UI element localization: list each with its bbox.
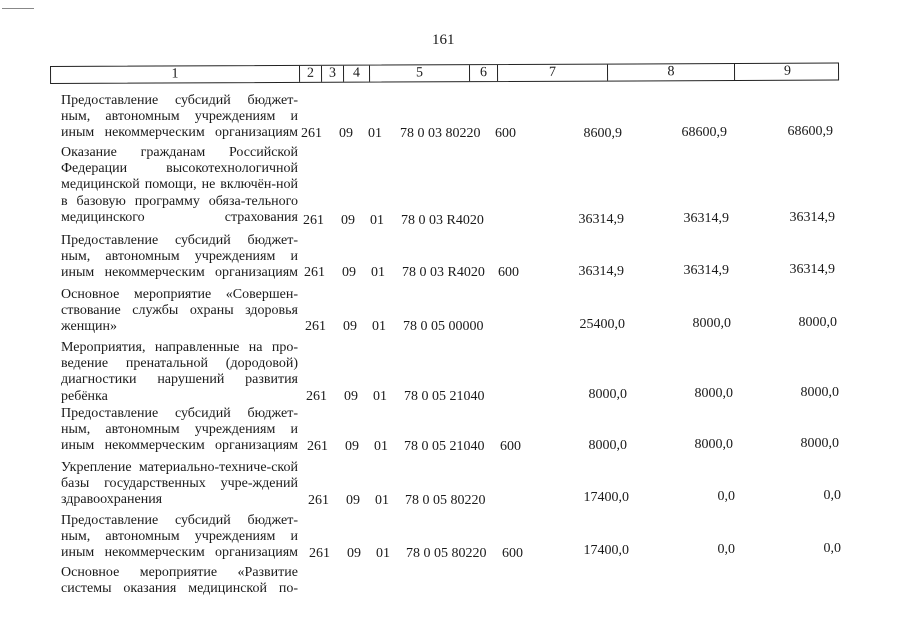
row-cell-6: 600 bbox=[500, 439, 521, 454]
header-cell-5: 5 bbox=[369, 65, 469, 81]
header-cell-9: 9 bbox=[734, 64, 840, 80]
row-cell-4: 01 bbox=[371, 265, 385, 280]
row-cell-5: 78 0 03 R4020 bbox=[402, 265, 485, 280]
row-cell-6: 600 bbox=[498, 265, 519, 280]
row-cell-8: 36314,9 bbox=[683, 211, 729, 226]
row-cell-8: 36314,9 bbox=[683, 263, 729, 278]
row-cell-2: 261 bbox=[309, 546, 330, 561]
row-description: Предоставление субсидий бюджет-ным, автономным учреждениям и иным некоммерческим организациям bbox=[61, 93, 298, 141]
row-cell-2: 261 bbox=[305, 319, 326, 334]
row-cell-4: 01 bbox=[374, 439, 388, 454]
row-cell-2: 261 bbox=[303, 213, 324, 228]
row-description: Предоставление субсидий бюджет-ным, автономным учреждениям и иным некоммерческим организациям bbox=[61, 513, 298, 561]
row-cell-5: 78 0 03 80220 bbox=[400, 126, 481, 141]
row-cell-3: 09 bbox=[339, 126, 353, 141]
row-cell-8: 68600,9 bbox=[681, 125, 727, 140]
row-cell-6: 600 bbox=[495, 126, 516, 141]
row-cell-2: 261 bbox=[308, 493, 329, 508]
row-cell-6: 600 bbox=[502, 546, 523, 561]
row-cell-9: 8000,0 bbox=[800, 385, 839, 400]
row-cell-8: 8000,0 bbox=[694, 386, 733, 401]
header-cell-2: 2 bbox=[299, 66, 321, 82]
row-cell-4: 01 bbox=[370, 213, 384, 228]
page-number: 161 bbox=[432, 32, 455, 48]
row-description: Укрепление материально-техниче-ской базы государственных учре-ждений здравоохранения bbox=[61, 460, 298, 508]
row-cell-8: 0,0 bbox=[717, 489, 735, 504]
row-description: Основное мероприятие «Совершен-ствование службы охраны здоровья женщин» bbox=[61, 287, 298, 335]
header-cell-7: 7 bbox=[497, 65, 607, 81]
header-cell-3: 3 bbox=[321, 66, 343, 82]
row-cell-5: 78 0 05 80220 bbox=[406, 546, 487, 561]
row-cell-3: 09 bbox=[345, 439, 359, 454]
row-cell-3: 09 bbox=[341, 213, 355, 228]
table-header-row bbox=[50, 63, 839, 84]
row-cell-9: 0,0 bbox=[823, 541, 841, 556]
row-cell-7: 8000,0 bbox=[588, 387, 627, 402]
row-cell-9: 36314,9 bbox=[789, 210, 835, 225]
row-cell-8: 8000,0 bbox=[692, 316, 731, 331]
row-cell-4: 01 bbox=[372, 319, 386, 334]
row-cell-7: 25400,0 bbox=[579, 317, 625, 332]
row-cell-9: 8000,0 bbox=[800, 436, 839, 451]
corner-scan-mark bbox=[2, 8, 34, 9]
header-cell-8: 8 bbox=[607, 64, 734, 81]
header-cell-6: 6 bbox=[469, 65, 497, 81]
row-cell-3: 09 bbox=[344, 389, 358, 404]
row-cell-5: 78 0 05 21040 bbox=[404, 439, 485, 454]
row-cell-7: 8600,9 bbox=[583, 126, 622, 141]
header-cell-1: 1 bbox=[171, 66, 179, 82]
row-cell-4: 01 bbox=[368, 126, 382, 141]
row-cell-7: 17400,0 bbox=[583, 490, 629, 505]
row-cell-4: 01 bbox=[375, 493, 389, 508]
row-cell-7: 17400,0 bbox=[583, 543, 629, 558]
row-cell-7: 36314,9 bbox=[578, 212, 624, 227]
row-cell-3: 09 bbox=[343, 319, 357, 334]
row-cell-9: 0,0 bbox=[823, 488, 841, 503]
row-description: Предоставление субсидий бюджет-ным, автономным учреждениям и иным некоммерческим организациям bbox=[61, 406, 298, 454]
row-cell-3: 09 bbox=[342, 265, 356, 280]
row-description: Предоставление субсидий бюджет-ным, автономным учреждениям и иным некоммерческим организациям bbox=[61, 233, 298, 281]
row-cell-2: 261 bbox=[301, 126, 322, 141]
row-cell-2: 261 bbox=[306, 389, 327, 404]
row-cell-5: 78 0 05 21040 bbox=[404, 389, 485, 404]
row-description: Основное мероприятие «Развитие системы оказания медицинской по- bbox=[61, 565, 298, 597]
row-cell-7: 36314,9 bbox=[578, 264, 624, 279]
row-cell-4: 01 bbox=[376, 546, 390, 561]
row-cell-5: 78 0 03 R4020 bbox=[401, 213, 484, 228]
row-cell-4: 01 bbox=[373, 389, 387, 404]
row-cell-3: 09 bbox=[346, 493, 360, 508]
row-cell-9: 36314,9 bbox=[789, 262, 835, 277]
row-cell-9: 68600,9 bbox=[787, 124, 833, 139]
row-cell-9: 8000,0 bbox=[798, 315, 837, 330]
header-cell-4: 4 bbox=[343, 66, 369, 82]
row-cell-3: 09 bbox=[347, 546, 361, 561]
row-cell-2: 261 bbox=[307, 439, 328, 454]
row-cell-8: 8000,0 bbox=[694, 437, 733, 452]
row-description: Оказание гражданам Российской Федерации высокотехнологичной медицинской помощи, не включён-ной в базовую программу обяза-тельного медицинского страхования bbox=[61, 145, 298, 225]
row-description: Мероприятия, направленные на про-ведение пренатальной (дородовой) диагностики нарушений развития ребёнка bbox=[61, 340, 298, 404]
row-cell-8: 0,0 bbox=[717, 542, 735, 557]
row-cell-7: 8000,0 bbox=[588, 438, 627, 453]
row-cell-5: 78 0 05 00000 bbox=[403, 319, 484, 334]
row-cell-5: 78 0 05 80220 bbox=[405, 493, 486, 508]
row-cell-2: 261 bbox=[304, 265, 325, 280]
